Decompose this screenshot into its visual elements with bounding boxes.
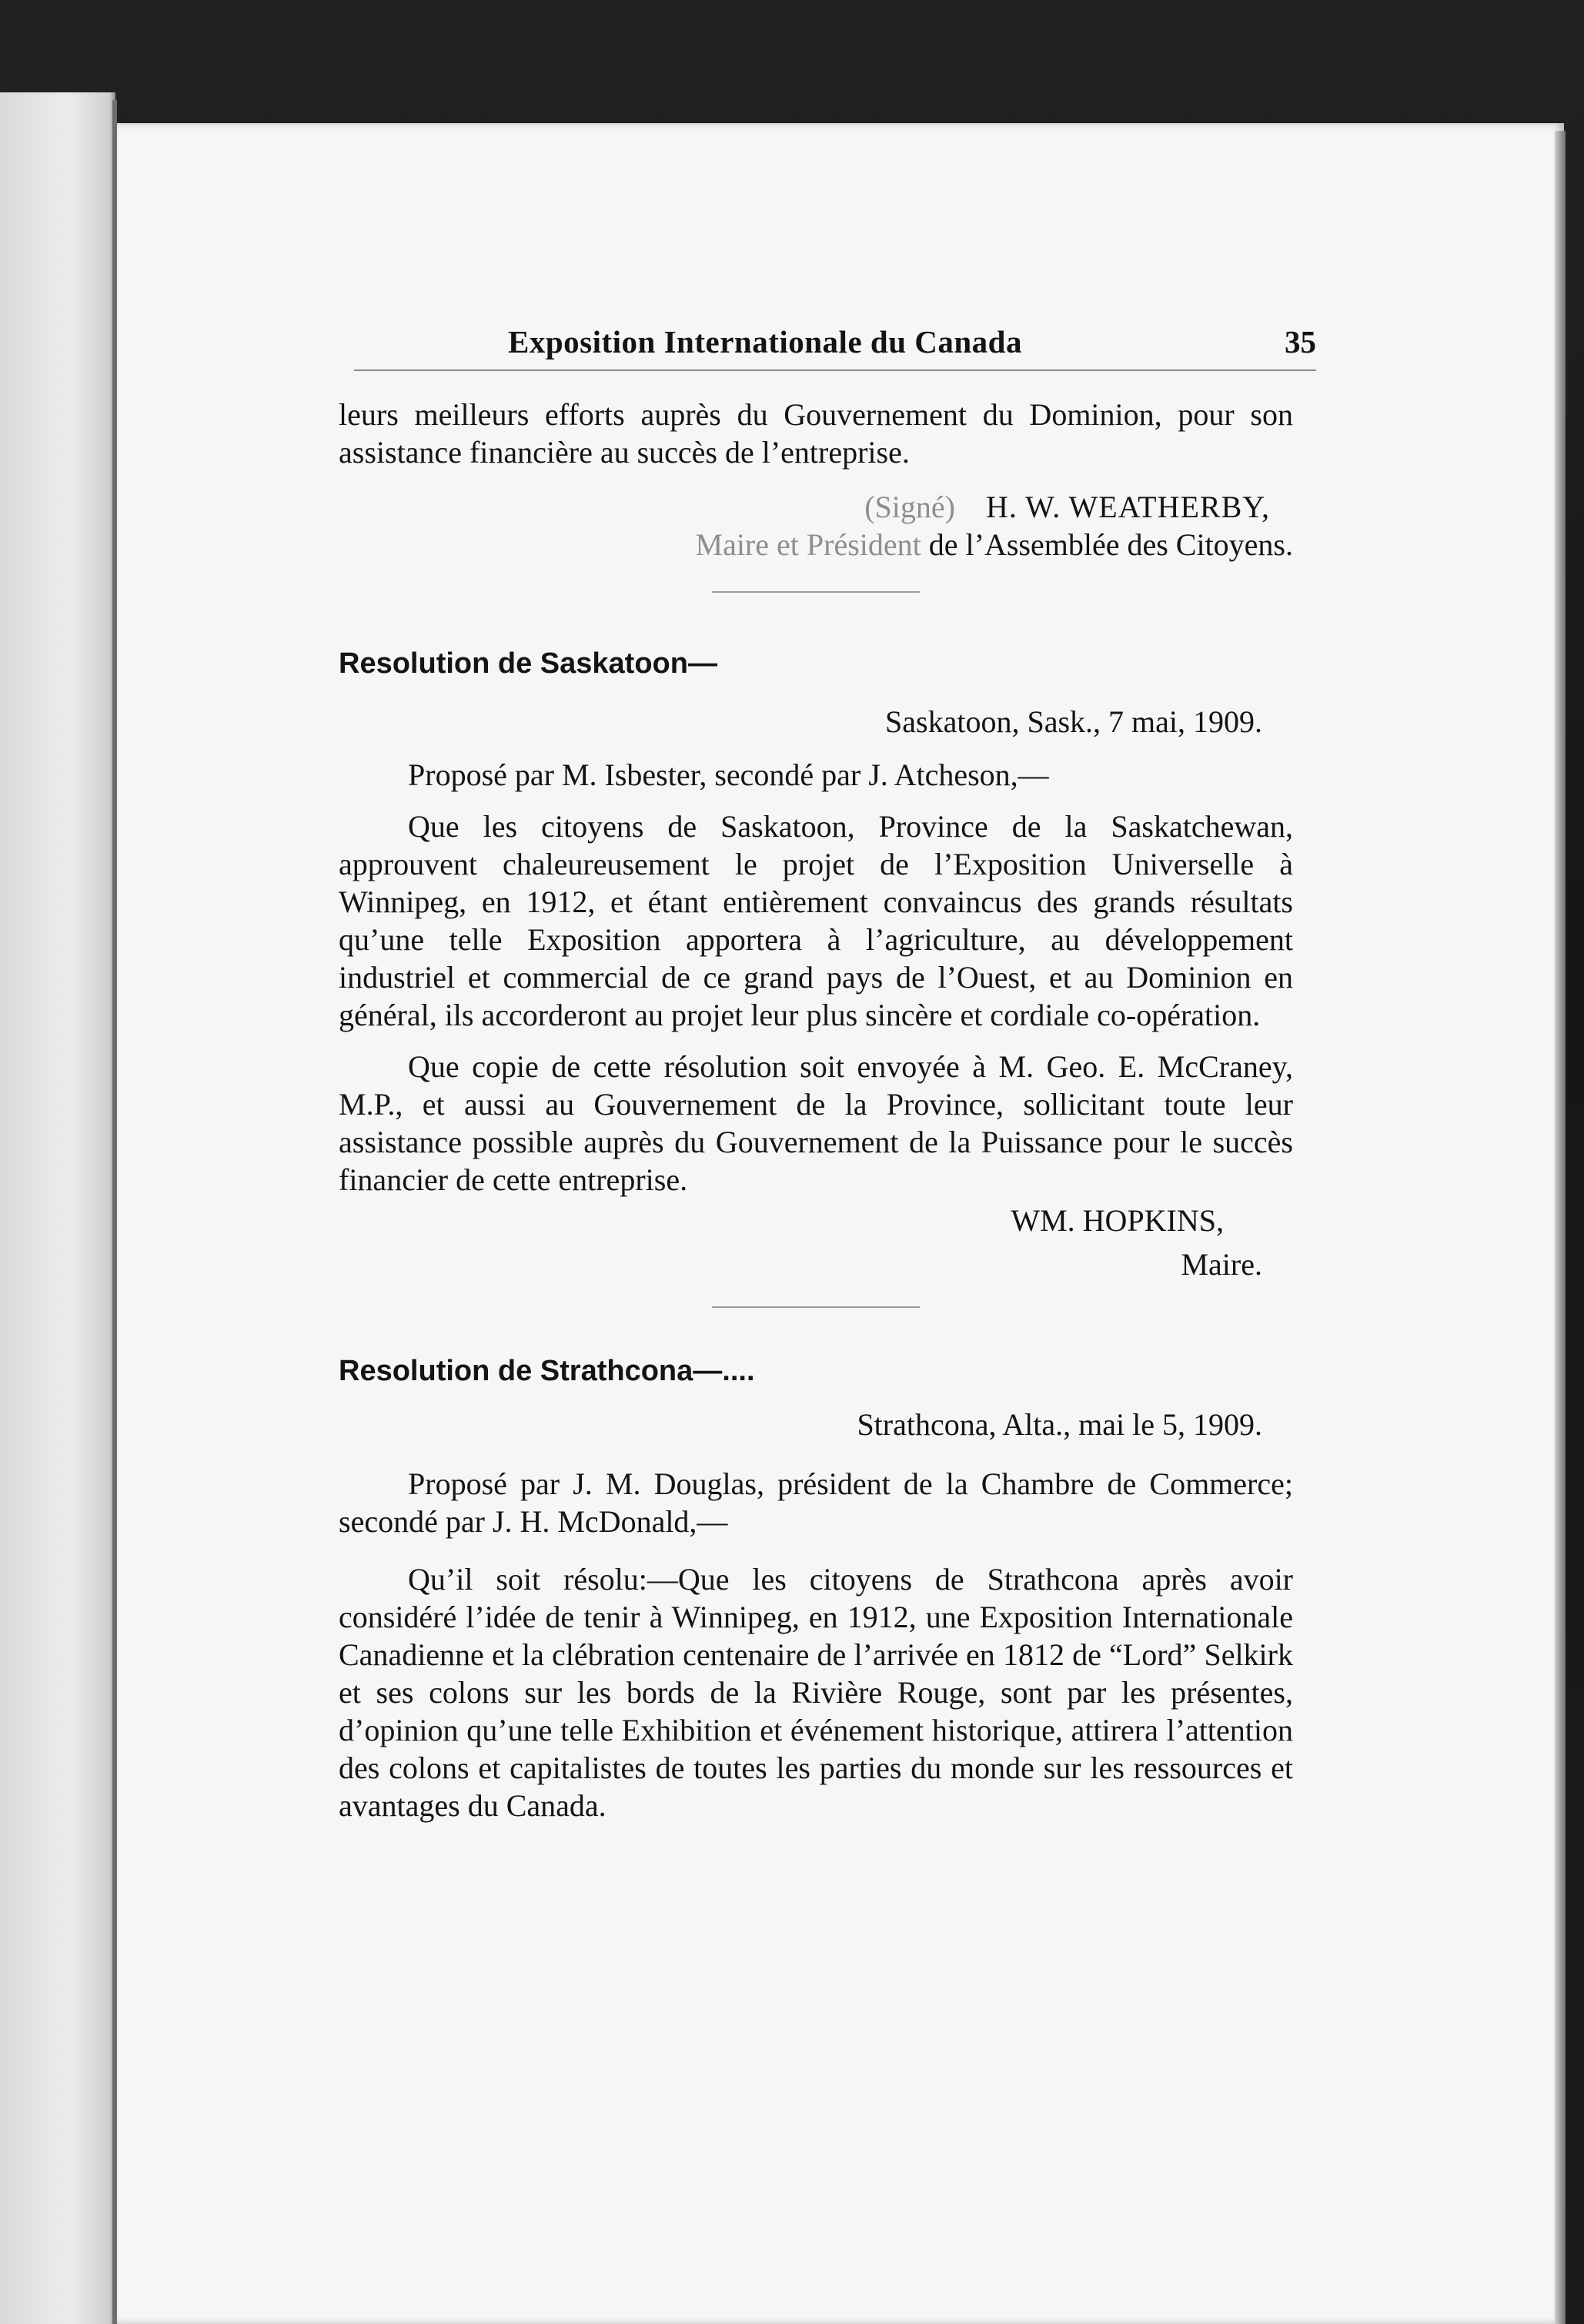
- intro-signer-title: [339, 526, 1293, 563]
- signer-name: H. W. WEATHERBY,: [985, 490, 1270, 524]
- saskatoon-signer-title: Maire.: [1181, 1247, 1262, 1282]
- signed-prefix: (Signé): [864, 490, 955, 524]
- page-number: 35: [1285, 324, 1316, 359]
- signer-title-faded: Maire et Président: [695, 527, 921, 562]
- saskatoon-resolution-para-1: Que les citoyens de Saskatoon, Province de la Saskatchewan, approuvent chaleureusement le projet de l’Exposition Universelle à Winnipeg, en 1912, et étant entièrement convaincus des grands résultats qu’une telle Exposition apportera à l’agriculture, au développement industriel et commercial de ce grand pays de l’Ouest, et au Dominion en général, ils accorderont au projet leur plus sincère et cordiale co-opération.: [339, 809, 1293, 1032]
- saskatoon-resolution-para-2: Que copie de cette résolution soit envoyée à M. Geo. E. McCraney, M.P., et aussi au Gouvernement de la Province, sollicitant toute leur assistance possible auprès du Gouvernement de la Puissance pour le succès financier de cette entreprise.: [339, 1049, 1293, 1197]
- intro-signature: [339, 488, 1293, 526]
- strathcona-dateline: Strathcona, Alta., mai le 5, 1909.: [857, 1407, 1262, 1442]
- previous-page-edge: [0, 92, 115, 2324]
- signer-title-rest: de l’Assemblée des Citoyens.: [921, 527, 1293, 562]
- strathcona-proposed: Proposé par J. M. Douglas, président de la Chambre de Commerce; secondé par J. H. McDonald,—: [339, 1466, 1293, 1539]
- intro-continuation: leurs meilleurs efforts auprès du Gouvernement du Dominion, pour son assistance financière au succès de l’entreprise.: [339, 397, 1293, 470]
- strathcona-resolution-para-1: Qu’il soit résolu:—Que les citoyens de Strathcona après avoir considéré l’idée de tenir à Winnipeg, en 1912, une Exposition Internationale Canadienne et la clébration centenaire de l’arrivée en 1812 de “Lord” Selkirk et ses colons sur les bords de la Rivière Rouge, sont par les présentes, d’opinion qu’une telle Exhibition et événement historique, attirera l’attention des colons et capitalistes de toutes les parties du monde sur les ressources et avantages du Canada.: [339, 1562, 1293, 1823]
- saskatoon-signer-name: WM. HOPKINS,: [1011, 1203, 1224, 1238]
- saskatoon-proposed: Proposé par M. Isbester, secondé par J. Atcheson,—: [408, 757, 1049, 792]
- strathcona-heading: Resolution de Strathcona—....: [339, 1355, 755, 1387]
- saskatoon-dateline: Saskatoon, Sask., 7 mai, 1909.: [885, 704, 1262, 739]
- section-divider: [712, 1306, 920, 1308]
- page-right-edge: [1555, 131, 1566, 2324]
- running-title: Exposition Internationale du Canada: [508, 324, 1022, 359]
- saskatoon-heading: Resolution de Saskatoon—: [339, 647, 717, 680]
- page-content: [339, 323, 1316, 1824]
- section-divider: [712, 591, 920, 593]
- running-head: [354, 323, 1316, 371]
